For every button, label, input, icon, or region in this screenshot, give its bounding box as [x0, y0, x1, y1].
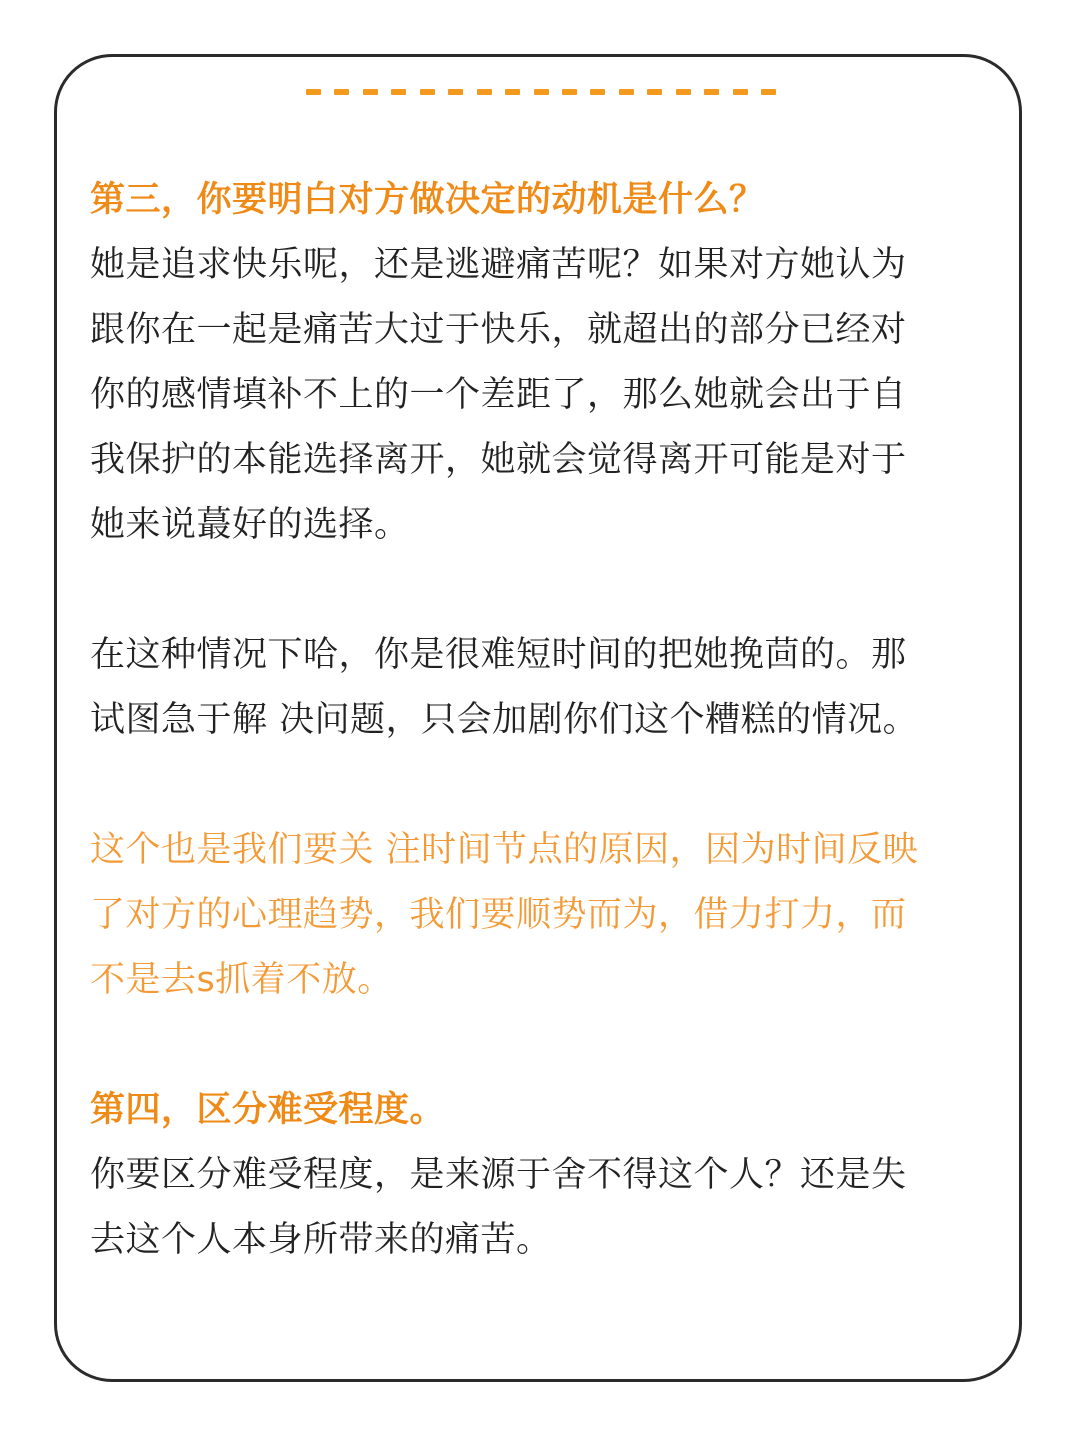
divider-dash: [505, 89, 520, 95]
article-body: [90, 168, 990, 1273]
highlight-line: 不是去s抓着不放。: [90, 960, 393, 1000]
highlight-line: 了对方的心理趋势，我们要顺势而为，借力打力，而: [90, 895, 907, 935]
divider-dash: [306, 89, 321, 95]
section-3-line: 她是追求快乐呢，还是逃避痛苦呢？如果对方她认为: [90, 245, 907, 285]
dashed-divider: [306, 89, 776, 97]
divider-dash: [391, 89, 406, 95]
divider-dash: [534, 89, 549, 95]
highlight-line: 这个也是我们要关 注时间节点的原因，因为时间反映: [90, 830, 919, 870]
paragraph-gap: [90, 753, 990, 818]
divider-dash: [363, 89, 378, 95]
divider-dash: [619, 89, 634, 95]
divider-dash: [647, 89, 662, 95]
paragraph-gap: [90, 1013, 990, 1078]
paragraph-2-line: 在这种情况下哈，你是很难短时间的把她挽茴的。那: [90, 635, 907, 675]
section-3-line: 跟你在一起是痛苦大过于快乐，就超出的部分已经对: [90, 310, 907, 350]
section-3-line: 你的感情填补不上的一个差距了，那么她就会出于自: [90, 375, 907, 415]
paragraph-2-line: 试图急于解 决问题，只会加剧你们这个糟糕的情况。: [90, 700, 919, 740]
divider-dash: [477, 89, 492, 95]
section-4-line: 你要区分难受程度，是来源于舍不得这个人？还是失: [90, 1155, 907, 1195]
divider-dash: [334, 89, 349, 95]
divider-dash: [761, 89, 776, 95]
section-4-line: 去这个人本身所带来的痛苦。: [90, 1220, 552, 1260]
section-3-line: 我保护的本能选择离开，她就会觉得离开可能是对于: [90, 440, 907, 480]
divider-dash: [562, 89, 577, 95]
divider-dash: [590, 89, 605, 95]
divider-dash: [448, 89, 463, 95]
section-4-heading: 第四，区分难受程度。: [90, 1090, 446, 1130]
divider-dash: [733, 89, 748, 95]
divider-dash: [704, 89, 719, 95]
divider-dash: [676, 89, 691, 95]
paragraph-gap: [90, 558, 990, 623]
divider-dash: [420, 89, 435, 95]
section-3-heading: 第三，你要明白对方做决定的动机是什么？: [90, 180, 765, 220]
section-3-line: 她来说蕞好的选择。: [90, 505, 410, 545]
